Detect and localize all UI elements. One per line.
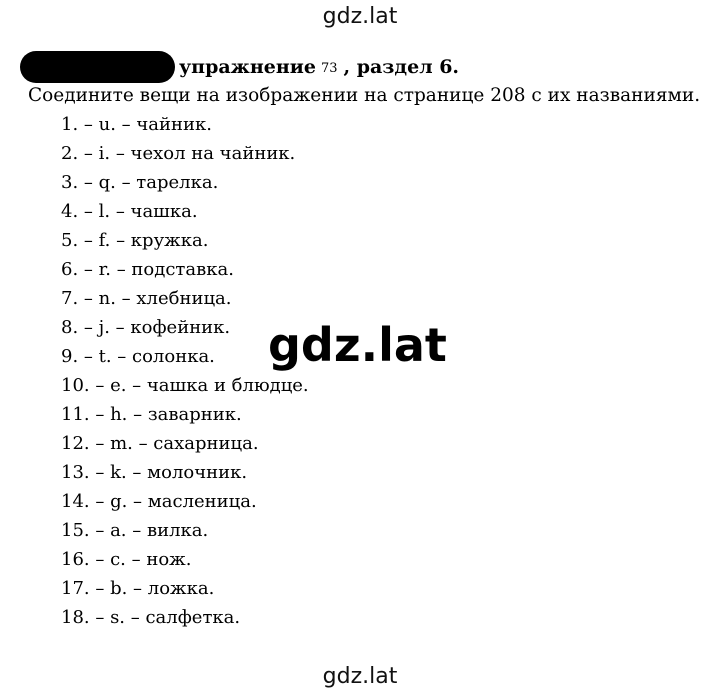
section-label: , раздел 6. (343, 56, 460, 78)
list-item: 15. – a. – вилка. (61, 520, 209, 541)
list-item: 7. – n. – хлебница. (61, 288, 232, 309)
list-item: 12. – m. – сахарница. (61, 433, 259, 454)
list-item: 16. – c. – нож. (61, 549, 192, 570)
exercise-label: упражнение (179, 56, 316, 78)
list-item: 1. – u. – чайник. (61, 114, 212, 135)
answer-list (61, 114, 309, 636)
exercise-header (20, 51, 459, 83)
watermark-bottom: gdz.lat (322, 664, 398, 689)
redaction-bar (20, 51, 175, 83)
list-item: 8. – j. – кофейник. (61, 317, 231, 338)
instruction-text: Соедините вещи на изображении на странице 208 с их названиями. (28, 85, 701, 106)
list-item: 11. – h. – заварник. (61, 404, 242, 425)
exercise-number: 73 (320, 60, 338, 76)
list-item: 4. – l. – чашка. (61, 201, 198, 222)
list-item: 13. – k. – молочник. (61, 462, 248, 483)
list-item: 14. – g. – масленица. (61, 491, 257, 512)
list-item: 5. – f. – кружка. (61, 230, 209, 251)
watermark-top: gdz.lat (322, 4, 398, 29)
list-item: 6. – r. – подставка. (61, 259, 234, 280)
list-item: 17. – b. – ложка. (61, 578, 215, 599)
list-item: 18. – s. – салфетка. (61, 607, 241, 628)
list-item: 10. – e. – чашка и блюдце. (61, 375, 309, 396)
list-item: 9. – t. – солонка. (61, 346, 215, 367)
watermark-center: gdz.lat (268, 318, 447, 372)
list-item: 2. – i. – чехол на чайник. (61, 143, 296, 164)
list-item: 3. – q. – тарелка. (61, 172, 219, 193)
